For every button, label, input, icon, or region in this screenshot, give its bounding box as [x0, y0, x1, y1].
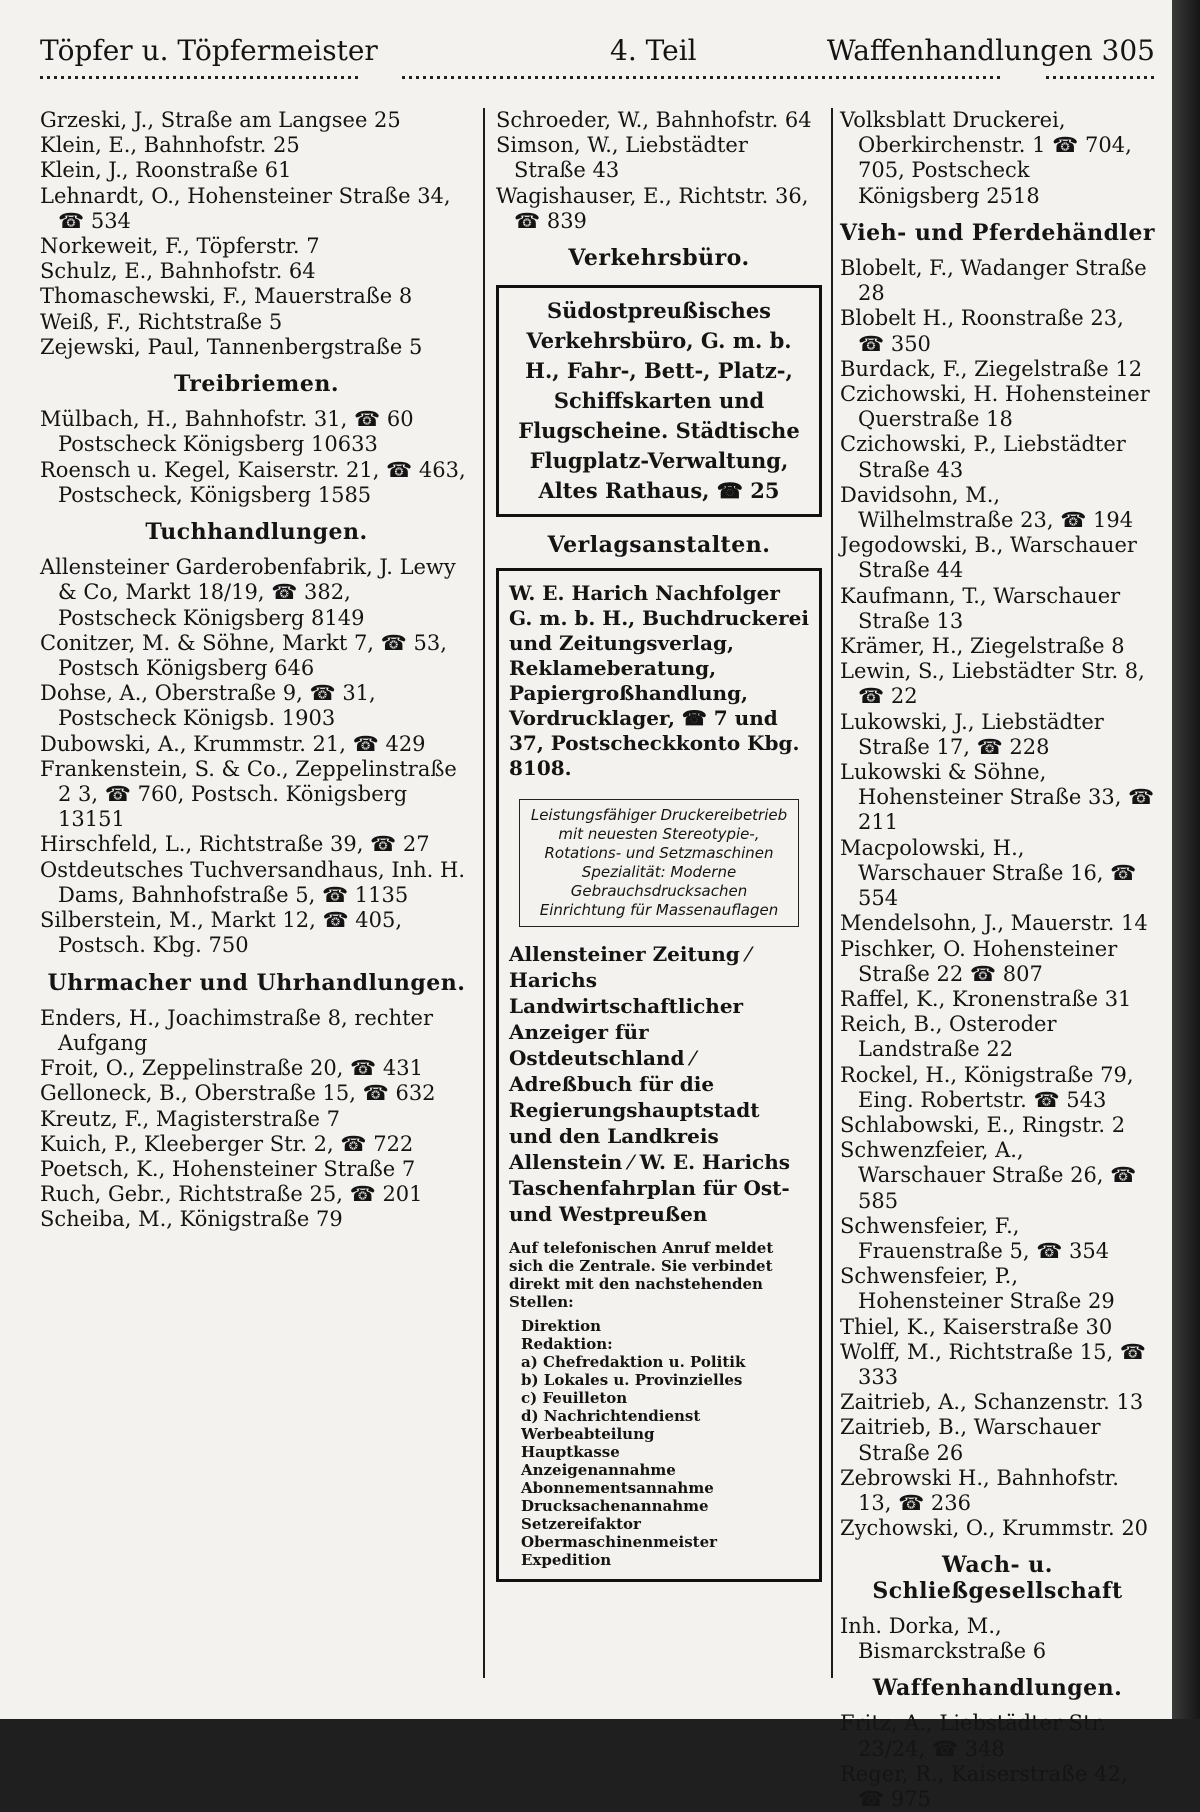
directory-entry: Allensteiner Garderobenfabrik, J. Lewy & Co, Markt 18/19, ☎ 382, Postscheck Königsberg 8149: [40, 555, 456, 630]
directory-entry: Schroeder, W., Bahnhofstr. 64: [496, 108, 812, 132]
department-item: Abonnementsannahme: [521, 1479, 714, 1498]
directory-entry: Simson, W., Liebstädter Straße 43: [496, 133, 748, 183]
department-item: a) Chefredaktion u. Politik: [521, 1353, 746, 1372]
directory-entry: Davidsohn, M., Wilhelmstraße 23, ☎ 194: [840, 482, 1134, 533]
section-heading: Tuchhandlungen.: [145, 519, 368, 546]
header-right-title: Waffenhandlungen: [826, 34, 1093, 67]
directory-entry: Schwensfeier, F., Frauenstraße 5, ☎ 354: [840, 1213, 1110, 1263]
section-heading: Treibriemen.: [174, 371, 339, 398]
directory-entry: Dohse, A., Oberstraße 9, ☎ 31, Postscheck Königsb. 1903: [40, 681, 376, 731]
directory-entry: Hirschfeld, L., Richtstraße 39, ☎ 27: [40, 832, 430, 857]
directory-entry: Ruch, Gebr., Richtstraße 25, ☎ 201: [40, 1182, 423, 1207]
department-item: c) Feuilleton: [521, 1389, 628, 1408]
directory-entry: Reger, R., Kaiserstraße 42, ☎ 975: [840, 1761, 1128, 1811]
directory-entry: Macpolowski, H., Warschauer Straße 16, ☎ 554: [840, 835, 1137, 911]
directory-entry: Mendelsohn, J., Mauerstr. 14: [840, 911, 1148, 936]
publisher-advertisement: [496, 568, 822, 1582]
department-item: d) Nachrichtendienst: [521, 1407, 701, 1426]
section-heading: Uhrmacher und Uhrhandlungen.: [47, 969, 466, 996]
directory-entry: Schlabowski, E., Ringstr. 2: [840, 1112, 1126, 1137]
directory-entry: Frankenstein, S. & Co., Zeppelinstraße 2 3, ☎ 760, Postsch. Königsberg 13151: [40, 756, 457, 832]
directory-entry: Conitzer, M. & Söhne, Markt 7, ☎ 53, Postsch Königsberg 646: [40, 630, 447, 681]
directory-entry: Klein, E., Bahnhofstr. 25: [40, 133, 300, 158]
column-middle-entries: [496, 108, 822, 558]
publisher-ad-phone-note: Auf telefonischen Anruf meldet sich die Zentrale. Sie verbindet direkt mit den nachstehenden Stellen:: [509, 1239, 774, 1312]
section-heading: Verkehrsbüro.: [568, 245, 750, 272]
header-left-title: Töpfer u. Töpfermeister: [40, 34, 378, 67]
directory-entry: Roensch u. Kegel, Kaiserstr. 21, ☎ 463, Postscheck, Königsberg 1585: [40, 457, 466, 507]
column-divider-1: [483, 108, 485, 1678]
department-item: Expedition: [521, 1551, 612, 1570]
department-item: Redaktion:: [521, 1335, 613, 1354]
directory-entry: Pischker, O. Hohensteiner Straße 22 ☎ 807: [840, 936, 1118, 986]
directory-entry: Rockel, H., Königstraße 79, Eing. Robertstr. ☎ 543: [840, 1062, 1134, 1112]
directory-entry: Froit, O., Zeppelinstraße 20, ☎ 431: [40, 1056, 423, 1081]
directory-entry: Raffel, K., Kronenstraße 31: [840, 986, 1132, 1011]
dotted-rule-right: [1046, 76, 1154, 79]
publisher-ad-inner-box: Leistungsfähiger Druckereibetrieb mit neuesten Stereotypie-, Rotations- und Setzmaschinen Spezialität: Moderne Gebrauchsdrucksachen Einrichtung für Massenauflagen: [519, 799, 799, 927]
department-item: Direktion: [521, 1317, 602, 1336]
directory-entry: Zaitrieb, B., Warschauer Straße 26: [840, 1415, 1101, 1465]
column-middle: [496, 108, 822, 1582]
department-item: Drucksachenannahme: [521, 1497, 709, 1516]
directory-entry: Kreutz, F., Magisterstraße 7: [40, 1106, 340, 1131]
verkehrsbuero-advertisement: Südostpreußisches Verkehrsbüro, G. m. b. H., Fahr-, Bett-, Platz-, Schiffskarten und Flugscheine. Städtische Flugplatz-Verwaltung, Altes Rathaus, ☎ 25: [496, 285, 822, 517]
department-item: Hauptkasse: [521, 1443, 620, 1462]
department-item: b) Lokales u. Provinzielles: [521, 1371, 743, 1390]
directory-entry: Scheiba, M., Königstraße 79: [40, 1207, 343, 1232]
publisher-ad-publications: Allensteiner Zeitung ⁄ Harichs Landwirtschaftlicher Anzeiger für Ostdeutschland ⁄ Adreßbuch für die Regierungshauptstadt und den Landkreis Allenstein ⁄ W. E. Harichs Taschenfahrplan für Ost- und Westpreußen: [509, 942, 791, 1227]
directory-entry: Wolff, M., Richtstraße 15, ☎ 333: [840, 1339, 1146, 1389]
page-number: 305: [1101, 34, 1155, 67]
section-heading: Vieh- und Pferdehändler: [840, 219, 1155, 246]
directory-entry: Jegodowski, B., Warschauer Straße 44: [840, 533, 1137, 583]
directory-entry: Zychowski, O., Krummstr. 20: [840, 1516, 1149, 1541]
section-heading: Wach- u. Schließgesellschaft: [872, 1552, 1123, 1604]
directory-entry: Klein, J., Roonstraße 61: [40, 158, 292, 183]
directory-entry: Schwenzfeier, A., Warschauer Straße 26, ☎ 585: [840, 1138, 1137, 1213]
directory-entry: Norkeweit, F., Töpferstr. 7: [40, 234, 320, 259]
section-heading: Verlagsanstalten.: [547, 532, 771, 559]
directory-entry: Blobelt, F., Wadanger Straße 28: [840, 256, 1147, 306]
directory-entry: Inh. Dorka, M., Bismarckstraße 6: [840, 1613, 1047, 1663]
department-item: Anzeigenannahme: [521, 1461, 676, 1480]
section-heading: Waffenhandlungen.: [872, 1675, 1123, 1702]
directory-entry: Burdack, F., Ziegelstraße 12: [840, 356, 1143, 381]
directory-entry: Zaitrieb, A., Schanzenstr. 13: [840, 1390, 1144, 1415]
directory-entry: Kuich, P., Kleeberger Str. 2, ☎ 722: [40, 1131, 414, 1156]
directory-entry: Wagishauser, E., Richtstr. 36, ☎ 839: [496, 183, 809, 233]
column-left: [40, 108, 473, 1233]
directory-entry: Blobelt H., Roonstraße 23, ☎ 350: [840, 306, 1124, 356]
directory-entry: Reich, B., Osteroder Landstraße 22: [840, 1012, 1057, 1062]
directory-entry: Schulz, E., Bahnhofstr. 64: [40, 259, 316, 284]
directory-entry: Mülbach, H., Bahnhofstr. 31, ☎ 60 Postscheck Königsberg 10633: [40, 407, 414, 457]
dotted-rule-center: [402, 76, 1002, 79]
directory-entry: Gelloneck, B., Oberstraße 15, ☎ 632: [40, 1081, 436, 1106]
scan-right-edge: [1172, 0, 1200, 1719]
directory-entry: Thomaschewski, F., Mauerstraße 8: [40, 284, 413, 309]
directory-entry: Zejewski, Paul, Tannenbergstraße 5: [40, 334, 423, 359]
directory-entry: Dubowski, A., Krummstr. 21, ☎ 429: [40, 731, 426, 756]
directory-entry: Weiß, F., Richtstraße 5: [40, 309, 283, 334]
column-divider-2: [831, 108, 833, 1678]
directory-entry: Lukowski & Söhne, Hohensteiner Straße 33, ☎ 211: [840, 760, 1155, 835]
directory-entry: Kaufmann, T., Warschauer Straße 13: [840, 583, 1121, 633]
department-item: Werbeabteilung: [521, 1425, 655, 1444]
page-header: [40, 30, 1155, 72]
column-right: [840, 108, 1155, 1812]
directory-entry: Grzeski, J., Straße am Langsee 25: [40, 108, 401, 132]
directory-entry: Zebrowski H., Bahnhofstr. 13, ☎ 236: [840, 1465, 1119, 1515]
header-section: 4. Teil: [610, 34, 697, 67]
directory-entry: Lewin, S., Liebstädter Str. 8, ☎ 22: [840, 659, 1145, 709]
directory-entry: Schwensfeier, P., Hohensteiner Straße 29: [840, 1264, 1115, 1314]
dotted-rule-left: [40, 76, 358, 79]
publisher-ad-department-list: [509, 1317, 809, 1569]
directory-entry: Thiel, K., Kaiserstraße 30: [840, 1314, 1113, 1339]
directory-entry: Poetsch, K., Hohensteiner Straße 7: [40, 1156, 416, 1181]
directory-entry: Lukowski, J., Liebstädter Straße 17, ☎ 228: [840, 709, 1104, 759]
publisher-ad-main: W. E. Harich Nachfolger G. m. b. H., Buchdruckerei und Zeitungsverlag, Reklameberatung, Papiergroßhandlung, Vordrucklager, ☎ 7 und 37, Postscheckkonto Kbg. 8108.: [509, 581, 809, 781]
directory-entry: Lehnardt, O., Hohensteiner Straße 34, ☎ 534: [40, 183, 451, 233]
department-item: Setzereifaktor: [521, 1515, 641, 1534]
directory-entry: Czichowski, P., Liebstädter Straße 43: [840, 432, 1126, 482]
directory-entry: Silberstein, M., Markt 12, ☎ 405, Postsch. Kbg. 750: [40, 908, 403, 958]
department-item: Obermaschinenmeister: [521, 1533, 718, 1552]
header-right: [827, 34, 1155, 67]
directory-entry: Volksblatt Druckerei, Oberkirchenstr. 1 ☎ 704, 705, Postscheck Königsberg 2518: [840, 108, 1132, 208]
directory-entry: Fritz, A., Liebstädter Str. 23/24, ☎ 348: [840, 1711, 1106, 1761]
directory-entry: Krämer, H., Ziegelstraße 8: [840, 634, 1125, 659]
directory-entry: Ostdeutsches Tuchversandhaus, Inh. H. Dams, Bahnhofstraße 5, ☎ 1135: [40, 857, 466, 907]
directory-entry: Enders, H., Joachimstraße 8, rechter Aufgang: [40, 1005, 434, 1055]
directory-entry: Czichowski, H. Hohensteiner Querstraße 18: [840, 382, 1150, 432]
